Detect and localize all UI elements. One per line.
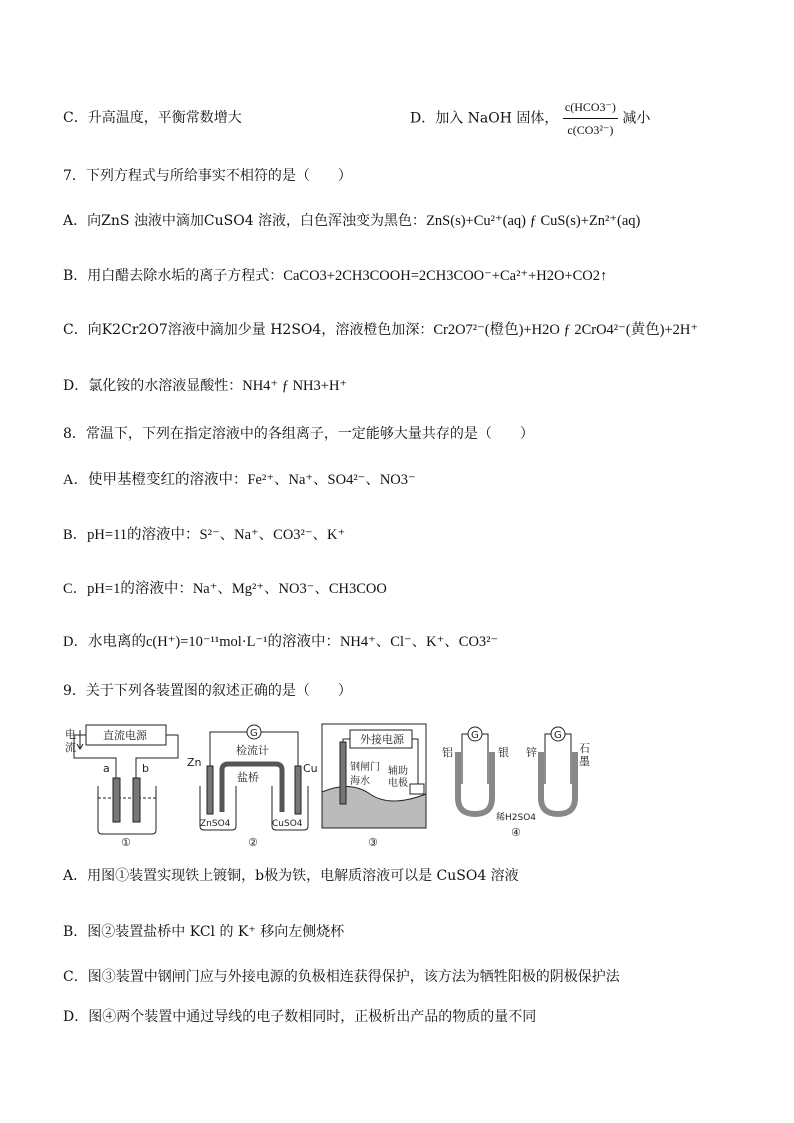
galvanometer-left-g: G: [471, 730, 479, 741]
q9-option-c: C．图③装置中钢闸门应与外接电源的负极相连获得保护，该方法为牺牲阳极的阴极保护法: [63, 969, 620, 985]
aux-electrode-label-1: 辅助: [388, 766, 408, 777]
q7-stem: 7．下列方程式与所给事实不相符的是（ ）: [63, 168, 352, 184]
fraction-denominator: c(CO3²⁻): [567, 123, 614, 137]
figure-3-number: ③: [368, 836, 378, 849]
galvanometer-g-label: G: [250, 728, 258, 739]
al-label: 铝: [442, 746, 453, 759]
fraction-numerator: c(HCO3⁻): [563, 97, 618, 119]
q7-b-text: B．用白醋去除水垢的离子方程式：: [63, 268, 284, 284]
q7-option-a: [63, 211, 640, 231]
electrode-b: [133, 778, 140, 822]
electrode-a: [113, 778, 120, 822]
cuso4-label: CuSO4: [272, 819, 303, 829]
q7-option-d: [63, 376, 347, 396]
q7-c-text: C．向K2Cr2O7溶液中滴加少量 H2SO4，溶液橙色加深：: [63, 322, 434, 338]
znso4-label: ZnSO4: [200, 819, 231, 829]
cu-label: Cu: [303, 762, 318, 775]
electrode-b-label: b: [142, 762, 149, 775]
seawater-label: 海水: [350, 776, 370, 787]
dilute-h2so4-label: 稀H2SO4: [496, 813, 537, 823]
graphite-label-1: 石: [579, 742, 590, 755]
q7-d-equation: NH4⁺ ƒ NH3+H⁺: [242, 378, 348, 394]
q8-option-c: C．pH=1的溶液中：Na⁺、Mg²⁺、NO3⁻、CH3COO: [63, 581, 387, 597]
figure-3-cathodic-protection: [322, 724, 426, 849]
q9-apparatus-figure: [60, 722, 600, 852]
steel-gate: [340, 742, 346, 804]
figure-1-number: ①: [121, 836, 131, 849]
u-tube-right: [541, 752, 575, 814]
cu-electrode: [295, 766, 301, 814]
figure-1-electrolysis: [65, 725, 178, 849]
q6-option-d-prefix: D．加入 NaOH 固体，: [410, 110, 559, 127]
auxiliary-electrode: [410, 784, 424, 794]
salt-bridge-label: 盐桥: [237, 771, 259, 784]
q9-stem: 9．关于下列各装置图的叙述正确的是（ ）: [63, 683, 352, 699]
q7-c-equation: Cr2O7²⁻(橙色)+H2O ƒ 2CrO4²⁻(黄色)+2H⁺: [433, 322, 699, 338]
ag-label: 银: [498, 746, 509, 759]
graphite-label-2: 墨: [579, 755, 590, 768]
figure-2-galvanic-cell: [187, 725, 318, 849]
figure-2-number: ②: [248, 836, 258, 849]
galvanometer-label: 检流计: [236, 744, 269, 757]
current-label-2: 流: [65, 741, 76, 754]
zn-electrode: [207, 766, 213, 814]
u-tube-left: [458, 752, 492, 814]
q7-option-c: [63, 320, 698, 340]
q9-option-a: A．用图①装置实现铁上镀铜，b极为铁，电解质溶液可以是 CuSO4 溶液: [63, 868, 519, 884]
current-label-1: 电: [65, 728, 76, 741]
q7-b-equation: CaCO3+2CH3COOH=2CH3COO⁻+Ca²⁺+H2O+CO2↑: [283, 268, 608, 284]
q7-option-b: [63, 266, 607, 286]
q6-option-c: C．升高温度，平衡常数增大: [63, 110, 242, 126]
q7-a-text: A．向ZnS 浊液中滴加CuSO4 溶液，白色浑浊变为黑色：: [63, 213, 427, 229]
external-power-label: 外接电源: [360, 733, 404, 746]
q6-option-d-suffix: 减小: [622, 110, 651, 127]
q6-option-d-fraction: [563, 97, 618, 140]
q7-d-text: D．氯化铵的水溶液显酸性：: [63, 378, 243, 394]
galvanometer-right-g: G: [554, 730, 562, 741]
aux-electrode-label-2: 电极: [388, 778, 408, 789]
beaker-1: [98, 786, 156, 834]
q8-option-a: A．使甲基橙变红的溶液中：Fe²⁺、Na⁺、SO4²⁻、NO3⁻: [63, 472, 416, 488]
q6-option-d: [410, 97, 650, 140]
q8-stem: 8．常温下，下列在指定溶液中的各组离子，一定能够大量共存的是（ ）: [63, 426, 534, 442]
dc-power-source-label: 直流电源: [103, 729, 147, 742]
q9-option-d: D．图④两个装置中通过导线的电子数相同时，正极析出产品的物质的量不同: [63, 1009, 537, 1025]
figure-4-number: ④: [511, 826, 521, 839]
zn-label: Zn: [187, 756, 202, 769]
q8-option-d: D．水电离的c(H⁺)=10⁻¹¹mol·L⁻¹的溶液中：NH4⁺、Cl⁻、K⁺、CO3²⁻: [63, 634, 499, 650]
q7-a-equation: ZnS(s)+Cu²⁺(aq) ƒ CuS(s)+Zn²⁺(aq): [426, 213, 641, 229]
steel-gate-label: 钢闸门: [350, 762, 380, 773]
q9-option-b: B．图②装置盐桥中 KCl 的 K⁺ 移向左侧烧杯: [63, 924, 345, 940]
zn-label-fig4: 锌: [526, 746, 537, 759]
figure-4-u-tube-cells: [442, 727, 590, 839]
electrode-a-label: a: [103, 762, 110, 775]
q8-option-b: B．pH=11的溶液中：S²⁻、Na⁺、CO3²⁻、K⁺: [63, 527, 346, 543]
